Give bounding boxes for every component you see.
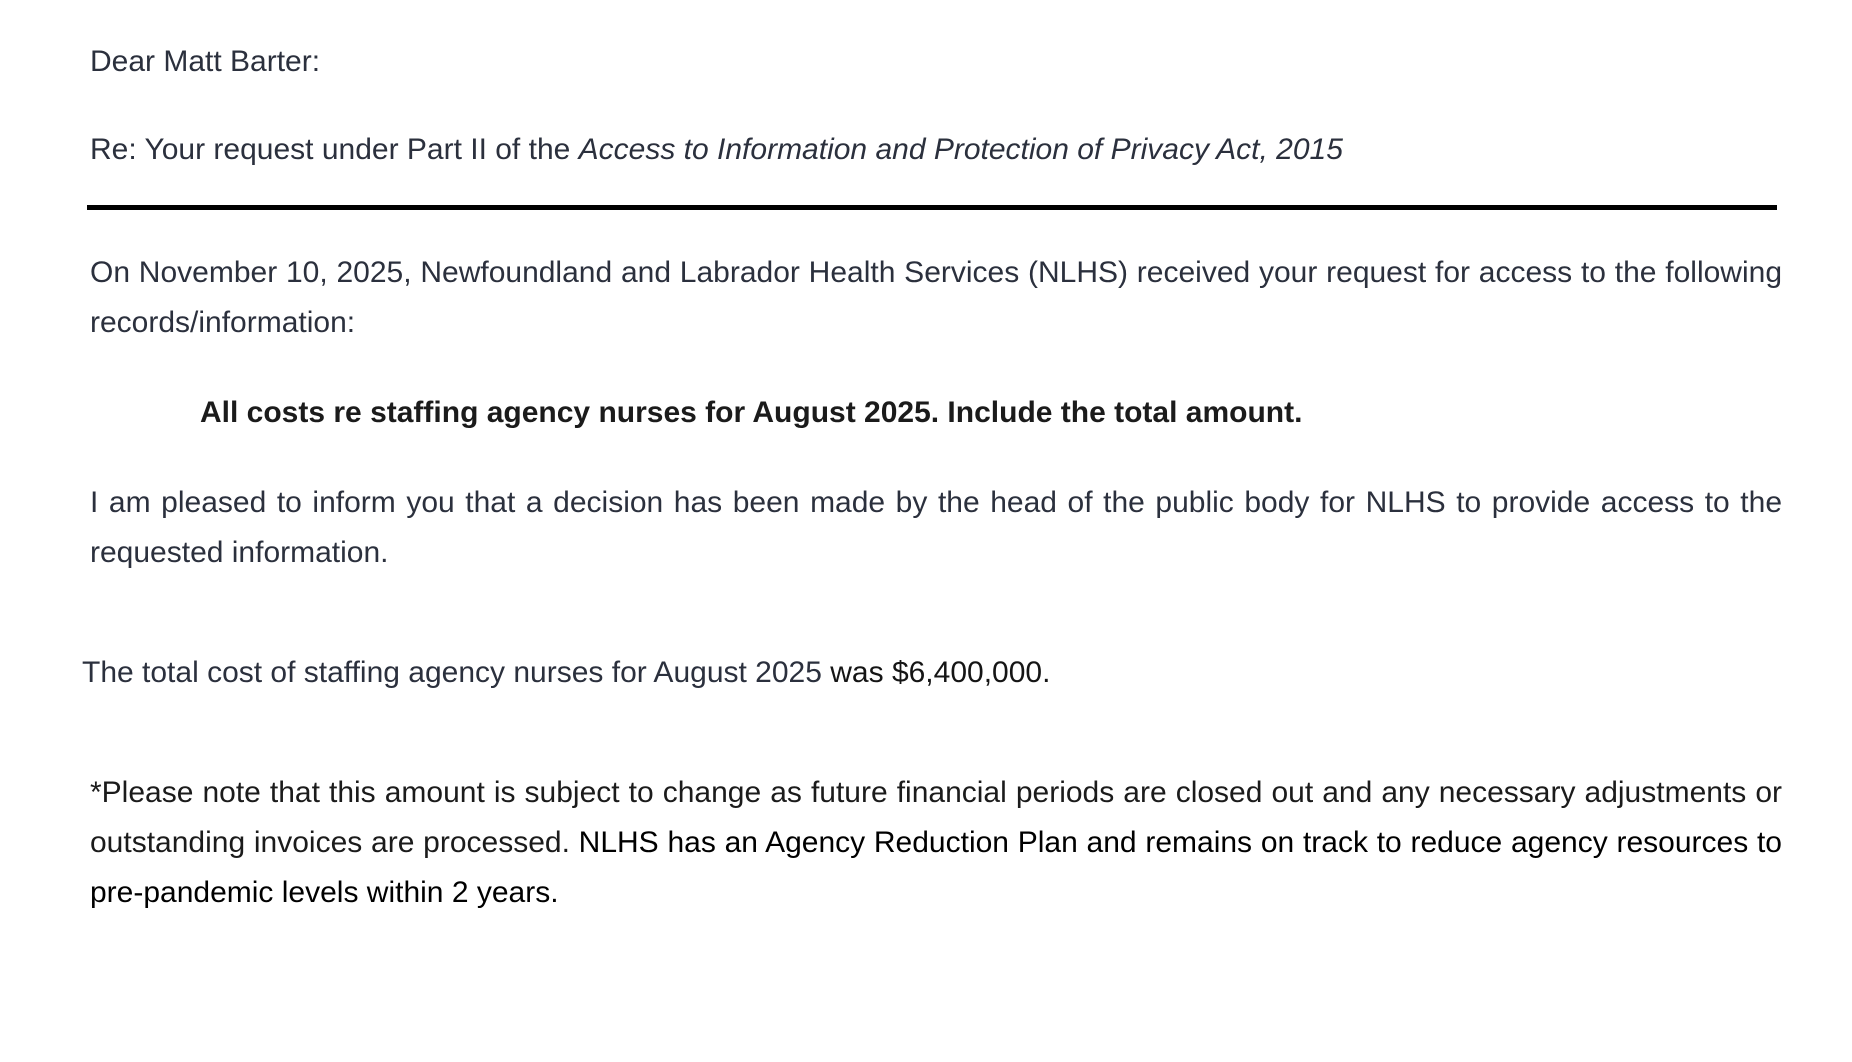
paragraph-request-received: On November 10, 2025, Newfoundland and Labrador Health Services (NLHS) received your request for access to the following records/information: (90, 256, 1782, 339)
paragraph-total-cost (82, 608, 1785, 690)
letter-body (82, 0, 1785, 918)
total-cost-lead: The total cost of staffing agency nurses for August 2025 (82, 656, 822, 689)
subject-prefix: Re: Your request under Part II of the (90, 133, 579, 166)
requested-records-statement: All costs re staffing agency nurses for August 2025. Include the total amount. (200, 396, 1303, 429)
disclaimer-lead: *Please note that this amount is subject to change as future financial periods are closed out and any necessary adjustments or outstanding invoices are processed. (90, 776, 1782, 859)
act-title: Access to Information and Protection of Privacy Act, 2015 (578, 133, 1343, 166)
subject-line (90, 79, 1785, 167)
salutation: Dear Matt Barter: (90, 45, 321, 78)
paragraph-decision: I am pleased to inform you that a decision has been made by the head of the public body for NLHS to provide access to the requested information. (90, 486, 1782, 569)
paragraph-disclaimer (90, 720, 1782, 918)
disclaimer-reduction-plan: NLHS has an Agency Reduction Plan and remains on track to reduce agency resources to pre-pandemic levels within 2 years. (90, 826, 1782, 909)
total-cost-amount: was $6,400,000. (821, 656, 1051, 689)
